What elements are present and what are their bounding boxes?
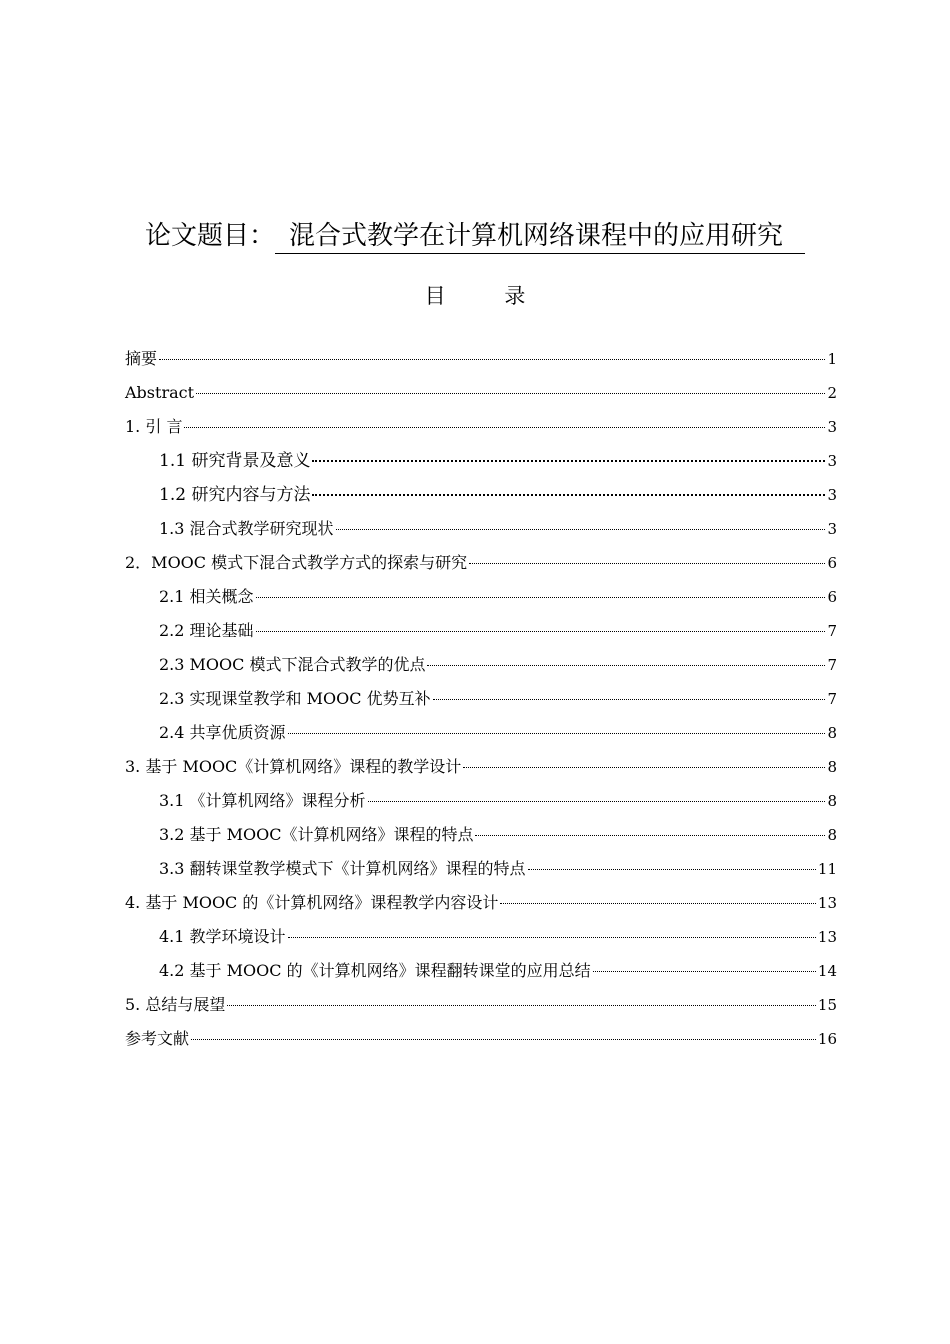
toc-dot-leader (475, 835, 825, 836)
toc-dot-leader (500, 903, 816, 904)
toc-entry-label: 参考文献 (125, 1029, 190, 1048)
toc-entry-label: 4. 基于 MOOC 的《计算机网络》课程教学内容设计 (125, 893, 499, 912)
toc-page-number: 7 (827, 622, 837, 640)
toc-dot-leader (528, 869, 816, 870)
toc-page-number: 15 (817, 996, 837, 1014)
toc-entry[interactable] (125, 376, 837, 410)
toc-dot-leader (427, 665, 825, 666)
toc-entry-label: 1.3 混合式教学研究现状 (159, 519, 334, 538)
toc-entry-label: 1.2 研究内容与方法 (159, 485, 311, 505)
toc-entry-label: 2.3 实现课堂教学和 MOOC 优势互补 (159, 689, 431, 708)
toc-entry[interactable] (125, 342, 837, 376)
toc-dot-leader (312, 494, 825, 496)
toc-entry[interactable] (125, 750, 837, 784)
toc-dot-leader (256, 631, 826, 632)
toc-entry[interactable] (125, 546, 837, 580)
toc-entry-label: 4.2 基于 MOOC 的《计算机网络》课程翻转课堂的应用总结 (159, 961, 591, 980)
toc-page-number: 7 (827, 656, 837, 674)
toc-dot-leader (256, 597, 826, 598)
toc-page-number: 14 (817, 962, 837, 980)
toc-dot-leader (368, 801, 826, 802)
toc-entry[interactable] (125, 478, 837, 512)
toc-dot-leader (184, 427, 825, 428)
toc-heading: 目 录 (424, 284, 552, 308)
toc-dot-leader (433, 699, 826, 700)
toc-page-number: 13 (817, 928, 837, 946)
toc-entry[interactable] (125, 444, 837, 478)
toc-entry-label: 5. 总结与展望 (125, 995, 226, 1014)
toc-entry-label: 2.2 理论基础 (159, 621, 254, 640)
toc-page-number: 3 (827, 520, 837, 538)
thesis-title-text: 混合式教学在计算机网络课程中的应用研究 (275, 219, 805, 254)
toc-entry-label: 3. 基于 MOOC《计算机网络》课程的教学设计 (125, 757, 462, 776)
toc-entry-label: Abstract (125, 383, 195, 402)
toc-entry-label: 2.4 共享优质资源 (159, 723, 286, 742)
toc-entry[interactable] (125, 716, 837, 750)
toc-entry[interactable] (125, 954, 837, 988)
toc-page-number: 8 (827, 724, 837, 742)
toc-entry-label: 2.3 MOOC 模式下混合式教学的优点 (159, 655, 426, 674)
toc-entry[interactable] (125, 920, 837, 954)
toc-entry[interactable] (125, 682, 837, 716)
toc-entry[interactable] (125, 852, 837, 886)
toc-entry-label: 4.1 教学环境设计 (159, 927, 286, 946)
toc-page-number: 3 (827, 418, 837, 436)
toc-page-number: 1 (827, 350, 837, 368)
toc-page-number: 8 (827, 826, 837, 844)
toc-dot-leader (288, 937, 816, 938)
toc-dot-leader (288, 733, 826, 734)
toc-page-number: 6 (827, 588, 837, 606)
toc-entry-label: 1.1 研究背景及意义 (159, 451, 311, 471)
table-of-contents (125, 342, 837, 1056)
toc-entry-label: 2．MOOC 模式下混合式教学方式的探索与研究 (125, 553, 468, 572)
toc-dot-leader (227, 1005, 816, 1006)
toc-dot-leader (159, 359, 825, 360)
toc-entry[interactable] (125, 512, 837, 546)
toc-page-number: 7 (827, 690, 837, 708)
toc-dot-leader (312, 460, 825, 462)
toc-dot-leader (336, 529, 826, 530)
toc-page-number: 6 (827, 554, 837, 572)
toc-page-number: 8 (827, 758, 837, 776)
toc-entry[interactable] (125, 818, 837, 852)
toc-entry-label: 1. 引 言 (125, 417, 183, 436)
toc-entry[interactable] (125, 1022, 837, 1056)
toc-page-number: 16 (817, 1030, 837, 1048)
toc-dot-leader (191, 1039, 816, 1040)
toc-dot-leader (593, 971, 816, 972)
toc-dot-leader (196, 393, 825, 394)
toc-entry-label: 2.1 相关概念 (159, 587, 254, 606)
toc-page-number: 13 (817, 894, 837, 912)
toc-entry-label: 3.2 基于 MOOC《计算机网络》课程的特点 (159, 825, 474, 844)
toc-entry[interactable] (125, 614, 837, 648)
toc-entry[interactable] (125, 784, 837, 818)
toc-entry[interactable] (125, 648, 837, 682)
toc-entry[interactable] (125, 410, 837, 444)
toc-entry[interactable] (125, 988, 837, 1022)
toc-page-number: 2 (827, 384, 837, 402)
toc-dot-leader (463, 767, 825, 768)
toc-page-number: 3 (827, 452, 837, 470)
toc-entry[interactable] (125, 580, 837, 614)
toc-entry[interactable] (125, 886, 837, 920)
toc-page-number: 11 (817, 860, 837, 878)
toc-entry-label: 3.3 翻转课堂教学模式下《计算机网络》课程的特点 (159, 859, 526, 878)
toc-entry-label: 摘要 (125, 349, 158, 368)
thesis-title-line (0, 216, 950, 256)
toc-dot-leader (469, 563, 825, 564)
toc-page-number: 8 (827, 792, 837, 810)
toc-page-number: 3 (827, 486, 837, 504)
toc-entry-label: 3.1 《计算机网络》课程分析 (159, 791, 366, 810)
thesis-title-label: 论文题目： (144, 221, 275, 251)
